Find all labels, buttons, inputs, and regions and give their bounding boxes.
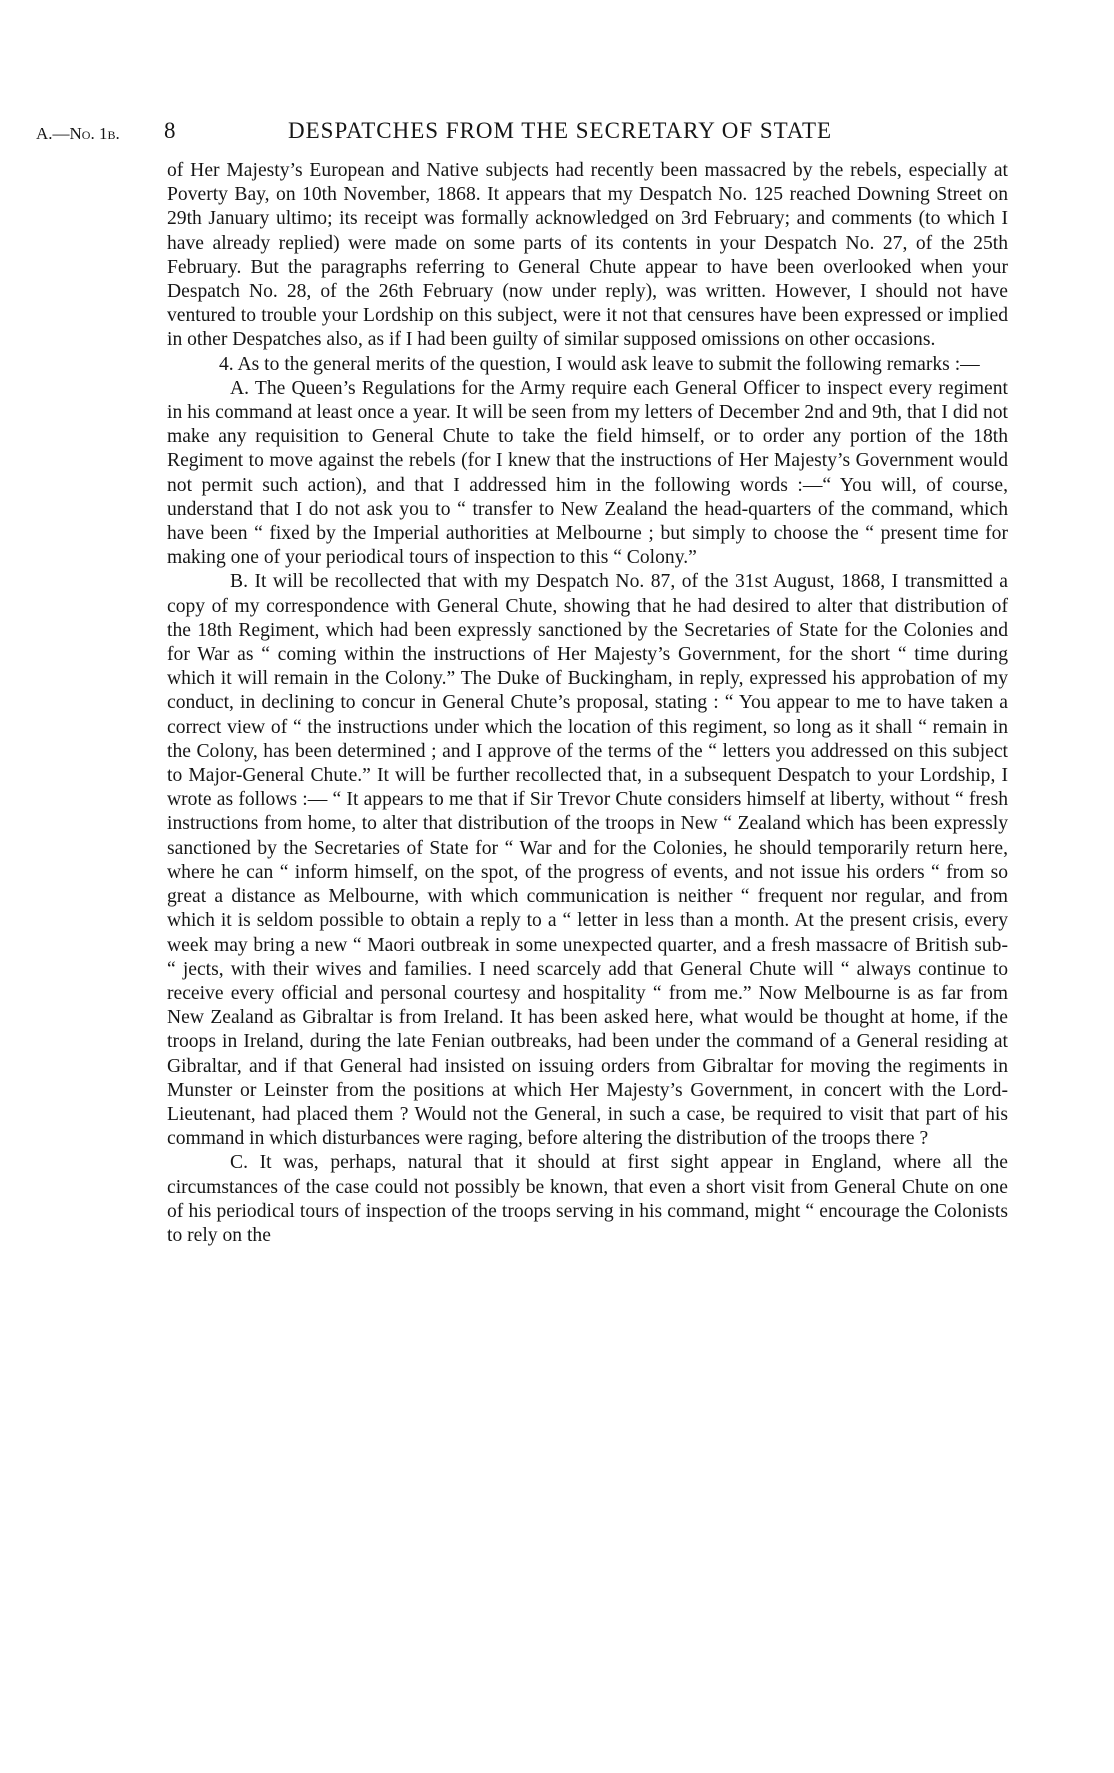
body-text	[167, 159, 1008, 1248]
paragraph-continuation: of Her Majesty’s European and Native subjects had recently been massacred by the rebels, especially at Poverty Bay, on 10th November, 1868. It appears that my Despatch No. 125 reached Downing Street on 29th January ultimo; its receipt was formally acknowledged on 3rd February; and comments (to which I have already replied) were made on some parts of its contents in your Despatch No. 27, of the 25th February. But the paragraphs referring to General Chute appear to have been overlooked when your Despatch No. 28, of the 26th February (now under reply), was written. However, I should not have ventured to trouble your Lordship on this subject, were it not that censures have been expressed or implied in other Despatches also, as if I had been guilty of similar supposed omissions on other occasions.	[167, 160, 1008, 351]
page-title: DESPATCHES FROM THE SECRETARY OF STATE	[288, 118, 833, 143]
paragraph-a: A. The Queen’s Regulations for the Army require each General Officer to inspect every regiment in his command at least once a year. It will be seen from my letters of December 2nd and 9th, that I did not make any requisition to General Chute to take the field himself, or to order any portion of the 18th Regiment to move against the rebels (for I knew that the instructions of Her Majesty’s Government would not permit such action), and that I addressed him in the following words :—“ You will, of course, understand that I do not ask you to “ transfer to New Zealand the head-quarters of the command, which have been “ fixed by the Imperial authorities at Melbourne ; but simply to choose the “ present time for making one of your periodical tours of inspection to this “ Colony.”	[167, 377, 1008, 569]
page-header	[36, 116, 1076, 146]
paragraph-c: C. It was, perhaps, natural that it should at first sight appear in England, where all the circumstances of the case could not possibly be known, that even a short visit from General Chute on one of his periodical tours of inspection of the troops serving in his command, might “ encourage the Colonists to rely on the	[167, 1152, 1008, 1246]
paragraph-b: B. It will be recollected that with my Despatch No. 87, of the 31st August, 1868, I transmitted a copy of my correspondence with General Chute, showing that he had desired to alter that distribution of the 18th Regiment, which had been expressly sanctioned by the Secretaries of State for the Colonies and for War as “ coming within the instructions of Her Majesty’s Government, for the short “ time during which it will remain in the Colony.” The Duke of Buckingham, in reply, expressed his approbation of my conduct, in declining to concur in General Chute’s proposal, stating : “ You appear to me to have taken a correct view of “ the instructions under which the location of this regiment, so long as it shall “ remain in the Colony, has been determined ; and I approve of the terms of the “ letters you addressed on this subject to Major-General Chute.” It will be further recollected that, in a subsequent Despatch to your Lordship, I wrote as follows :— “ It appears to me that if Sir Trevor Chute considers himself at liberty, without “ fresh instructions from home, to alter that distribution of the troops in New “ Zealand which has been expressly sanctioned by the Secretaries of State for “ War and for the Colonies, he should temporarily return here, where he can “ inform himself, on the spot, of the progress of events, and not issue his orders “ from so great a distance as Melbourne, with which communication is neither “ frequent nor regular, and from which it is seldom possible to obtain a reply to a “ letter in less than a month. At the present crisis, every week may bring a new “ Maori outbreak in some unexpected quarter, and a fresh massacre of British sub- “ jects, with their wives and families. I need scarcely add that General Chute will “ always continue to receive every official and personal courtesy and hospitality “ from me.” Now Melbourne is as far from New Zealand as Gibraltar is from Ireland. It has been asked here, what would be thought at home, if the troops in Ireland, during the late Fenian outbreaks, had been under the command of a General residing at Gibraltar, and if that General had insisted on issuing orders from Gibraltar for moving the regiments in Munster or Leinster from the positions at which Her Majesty’s Government, in concert with the Lord-Lieutenant, had placed them ? Would not the General, in such a case, be required to visit that part of his command in which disturbances were raging, before altering the distribution of the troops there ?	[167, 571, 1008, 1150]
page-number: 8	[164, 118, 176, 143]
paragraph-4: 4. As to the general merits of the question, I would ask leave to submit the following remarks :—	[219, 353, 980, 375]
document-reference: A.—No. 1b.	[36, 124, 120, 143]
